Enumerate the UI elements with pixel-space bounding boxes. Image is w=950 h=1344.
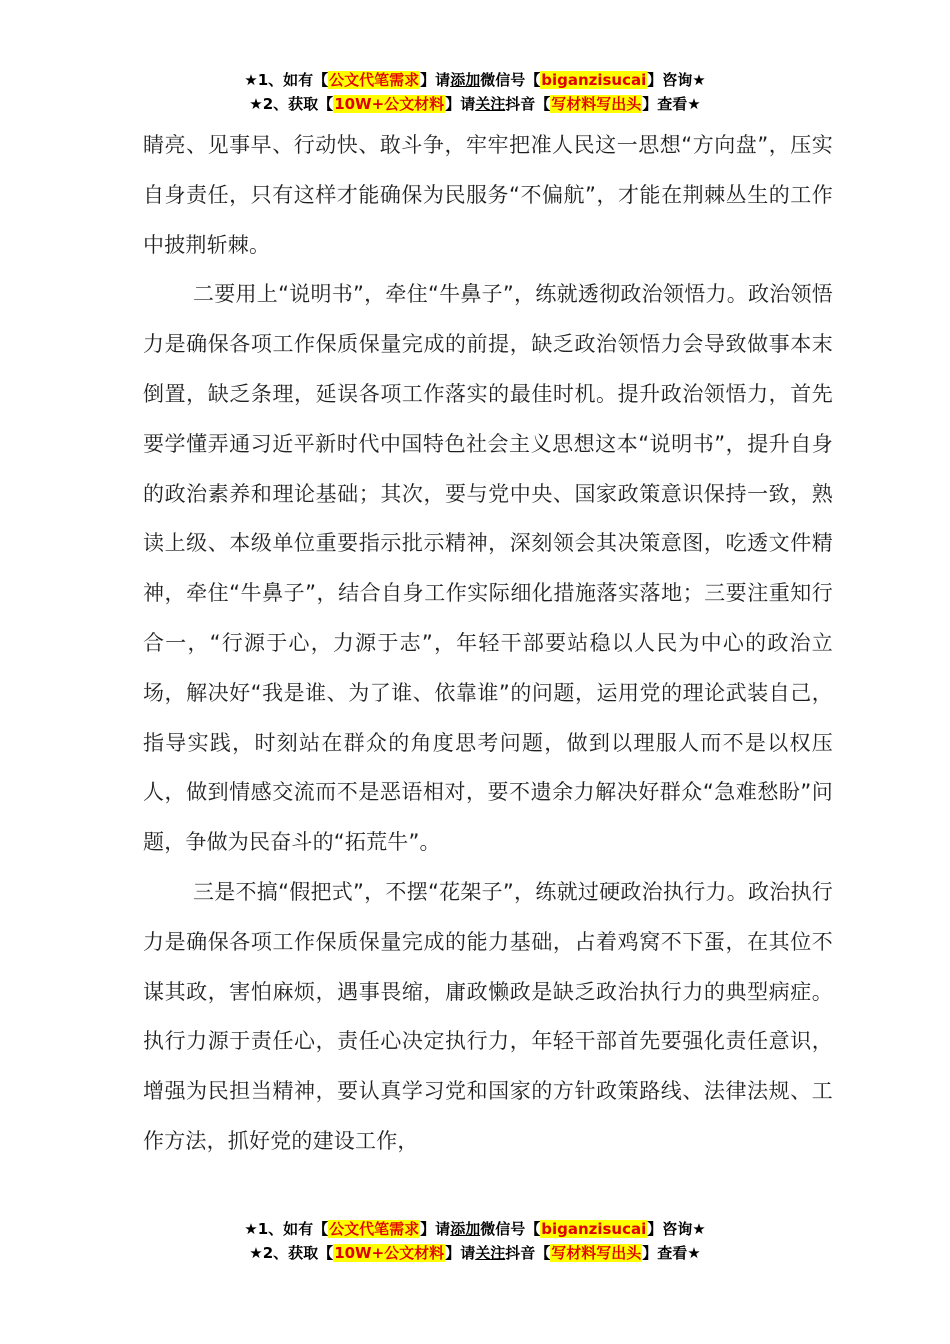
- promo-highlight: 公文代笔需求: [329, 71, 420, 89]
- promo-text: 微信号【: [480, 71, 541, 89]
- promo-highlight: 公文代笔需求: [329, 1220, 420, 1238]
- promo-line-1: [0, 1217, 950, 1241]
- promo-text: ★1、如有【: [244, 71, 329, 89]
- paragraph: 二要用上“说明书”，牵住“牛鼻子”，练就透彻政治领悟力。政治领悟力是确保各项工作保质保量完成的前提，缺乏政治领悟力会导致做事本末倒置，缺乏条理，延误各项工作落实的最佳时机。提升政治领悟力，首先要学懂弄通习近平新时代中国特色社会主义思想这本“说明书”，提升自身的政治素养和理论基础；其次，要与党中央、国家政策意识保持一致，熟读上级、本级单位重要指示批示精神，深刻领会其决策意图，吃透文件精神，牵住“牛鼻子”，结合自身工作实际细化措施落实落地；三要注重知行合一，“行源于心，力源于志”，年轻干部要站稳以人民为中心的政治立场，解决好“我是谁、为了谁、依靠谁”的问题，运用党的理论武装自己，指导实践，时刻站在群众的角度思考问题，做到以理服人而不是以权压人，做到情感交流而不是恶语相对，要不遗余力解决好群众“急难愁盼”问题，争做为民奋斗的“拓荒牛”。: [143, 282, 833, 855]
- promo-line-2: [0, 92, 950, 116]
- promo-text: 】请: [445, 1244, 476, 1262]
- promo-text: 】查看★: [642, 1244, 701, 1262]
- promo-text: 】请: [420, 1220, 451, 1238]
- promo-highlight: biganzisucai: [541, 71, 647, 89]
- promo-text: 抖音【: [505, 95, 551, 113]
- promo-text: 】请: [445, 95, 476, 113]
- promo-underlined-text: 添加: [450, 1220, 481, 1238]
- promo-text: 】咨询★: [647, 71, 706, 89]
- promo-text: ★2、获取【: [249, 1244, 334, 1262]
- promo-highlight: biganzisucai: [541, 1220, 647, 1238]
- footer-promo-banner: [0, 1217, 950, 1265]
- promo-text: 抖音【: [505, 1244, 551, 1262]
- promo-underlined-text: 关注: [475, 95, 506, 113]
- promo-text: ★2、获取【: [249, 95, 334, 113]
- promo-text: 微信号【: [480, 1220, 541, 1238]
- promo-highlight: 写材料写出头: [551, 95, 642, 113]
- paragraph: 睛亮、见事早、行动快、敢斗争，牢牢把准人民这一思想“方向盘”，压实自身责任，只有这样才能确保为民服务“不偏航”，才能在荆棘丛生的工作中披荆斩棘。: [143, 133, 833, 257]
- promo-highlight: 10W+公文材料: [334, 95, 445, 113]
- promo-text: 】咨询★: [647, 1220, 706, 1238]
- paragraph: 三是不搞“假把式”，不摆“花架子”，练就过硬政治执行力。政治执行力是确保各项工作保质保量完成的能力基础，占着鸡窝不下蛋，在其位不谋其政，害怕麻烦，遇事畏缩，庸政懒政是缺乏政治执行力的典型病症。执行力源于责任心，责任心决定执行力，年轻干部首先要强化责任意识，增强为民担当精神，要认真学习党和国家的方针政策路线、法律法规、工作方法，抓好党的建设工作，: [143, 879, 833, 1153]
- promo-text: ★1、如有【: [244, 1220, 329, 1238]
- promo-line-2: [0, 1241, 950, 1265]
- promo-highlight: 写材料写出头: [551, 1244, 642, 1262]
- promo-line-1: [0, 68, 950, 92]
- promo-text: 】请: [420, 71, 451, 89]
- document-body: [143, 121, 833, 1167]
- promo-underlined-text: 添加: [450, 71, 481, 89]
- promo-text: 】查看★: [642, 95, 701, 113]
- promo-highlight: 10W+公文材料: [334, 1244, 445, 1262]
- promo-underlined-text: 关注: [475, 1244, 506, 1262]
- header-promo-banner: [0, 68, 950, 116]
